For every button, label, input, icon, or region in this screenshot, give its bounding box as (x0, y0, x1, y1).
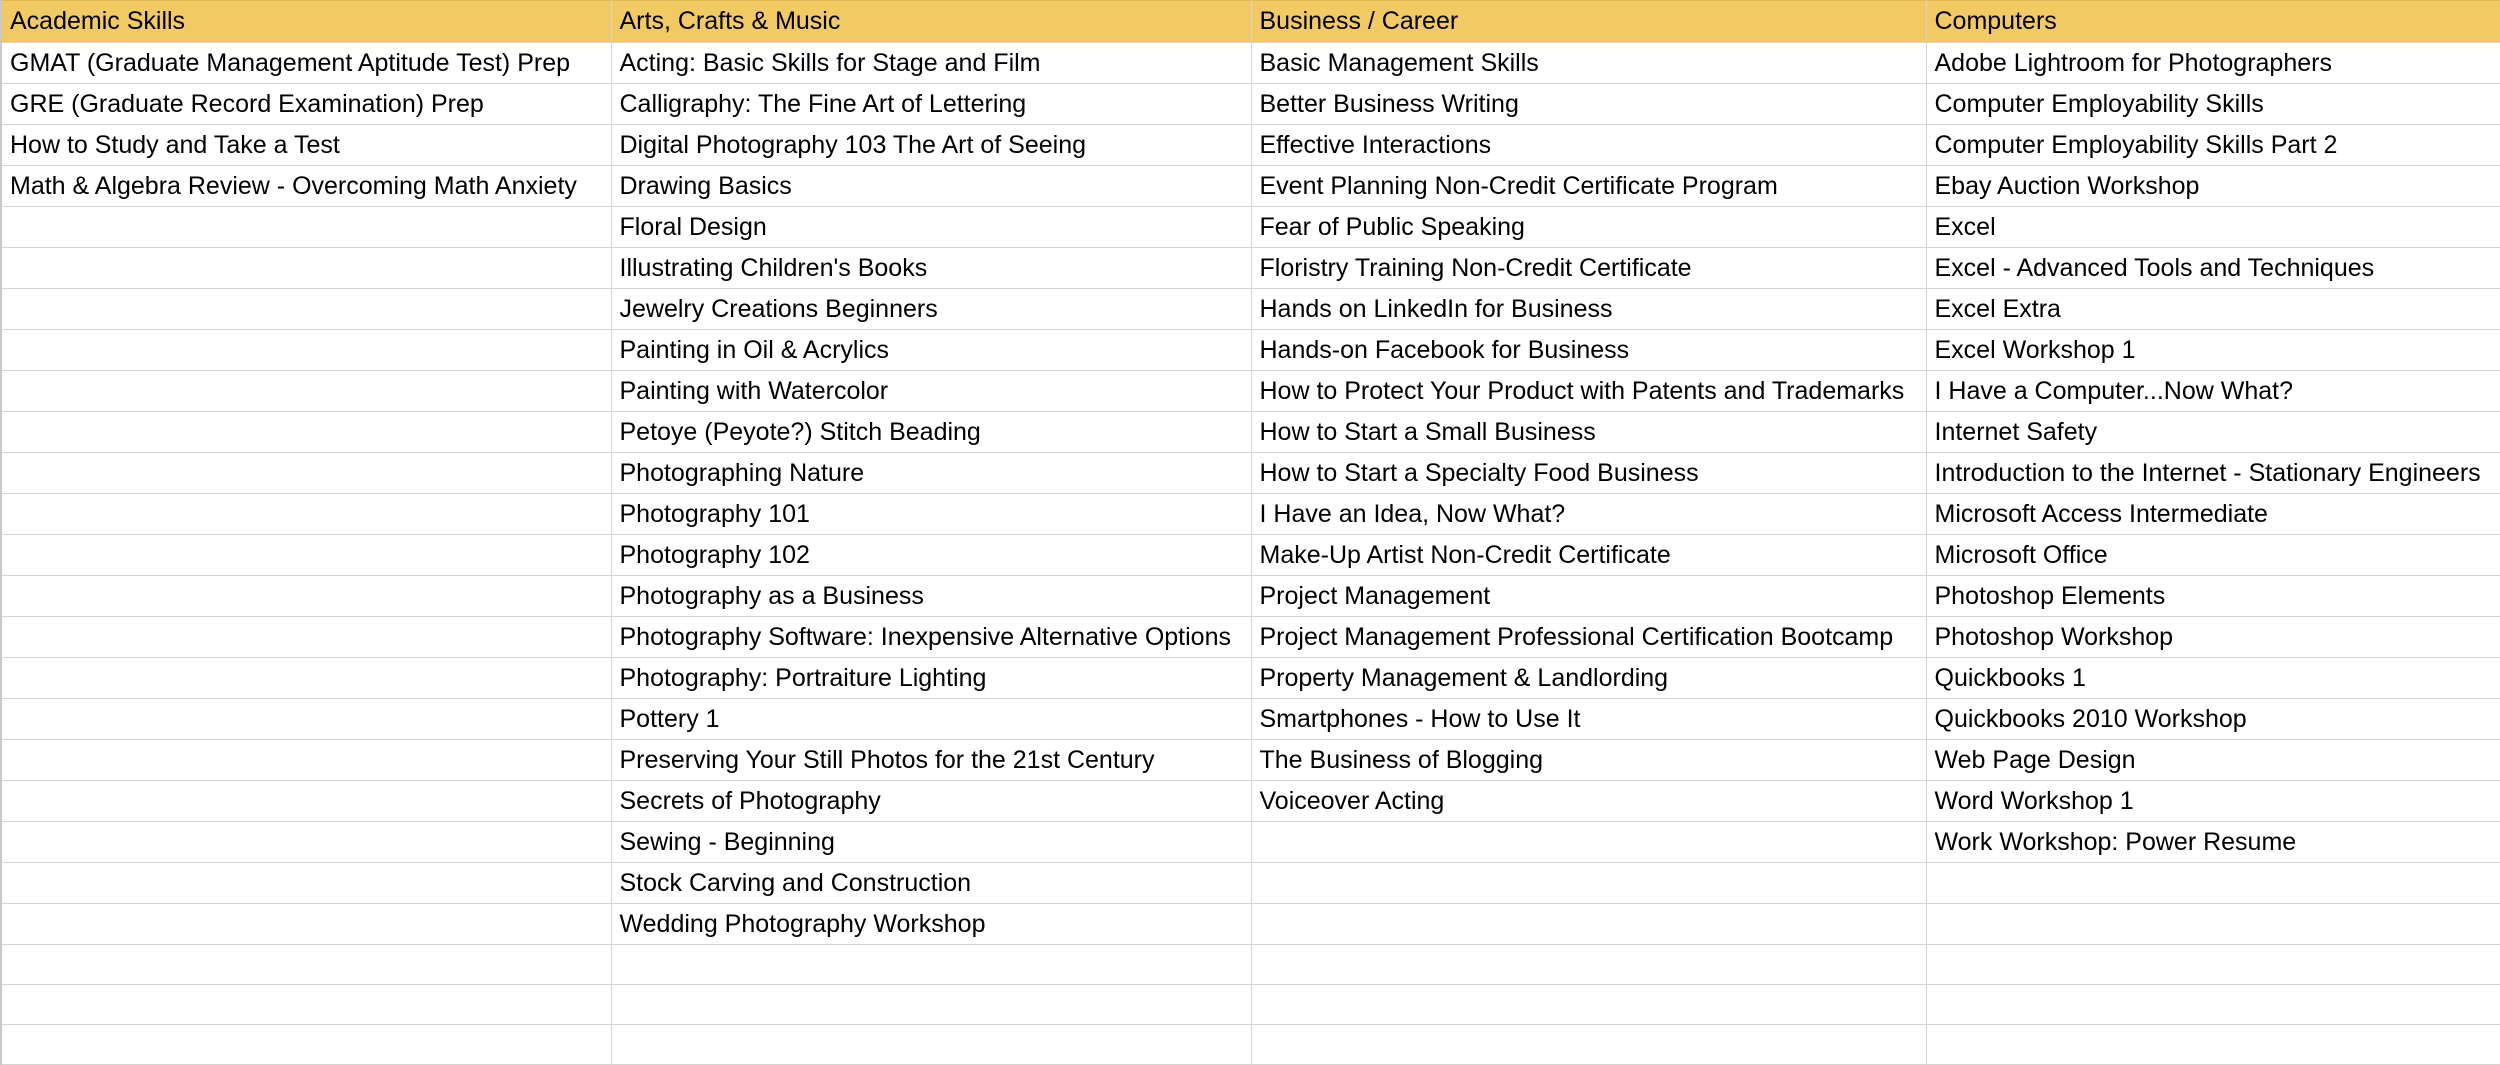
table-cell[interactable] (1, 576, 611, 617)
table-cell[interactable]: Event Planning Non-Credit Certificate Program (1251, 166, 1926, 207)
table-cell[interactable]: Introduction to the Internet - Stationary Engineers (1926, 453, 2500, 494)
column-header-computers[interactable]: Computers (1926, 1, 2500, 43)
table-body (1, 43, 2500, 1065)
table-row (1, 781, 2500, 822)
table-row (1, 207, 2500, 248)
table-cell[interactable] (1926, 945, 2500, 985)
table-cell[interactable]: Hands-on Facebook for Business (1251, 330, 1926, 371)
table-row (1, 699, 2500, 740)
table-row (1, 84, 2500, 125)
table-cell[interactable]: I Have an Idea, Now What? (1251, 494, 1926, 535)
table-cell[interactable] (1926, 904, 2500, 945)
column-header-business-career[interactable]: Business / Career (1251, 1, 1926, 43)
table-row (1, 453, 2500, 494)
table-cell[interactable]: Photography 102 (611, 535, 1251, 576)
table-cell[interactable]: Secrets of Photography (611, 781, 1251, 822)
table-cell[interactable]: Excel - Advanced Tools and Techniques (1926, 248, 2500, 289)
table-cell[interactable]: Jewelry Creations Beginners (611, 289, 1251, 330)
table-cell[interactable]: Hands on LinkedIn for Business (1251, 289, 1926, 330)
table-cell[interactable] (1926, 985, 2500, 1025)
table-cell[interactable]: Voiceover Acting (1251, 781, 1926, 822)
table-cell[interactable] (1, 781, 611, 822)
table-cell[interactable] (1, 535, 611, 576)
table-row (1, 822, 2500, 863)
table-cell[interactable]: GRE (Graduate Record Examination) Prep (1, 84, 611, 125)
table-row (1, 371, 2500, 412)
table-cell[interactable]: Effective Interactions (1251, 125, 1926, 166)
table-cell[interactable]: Excel (1926, 207, 2500, 248)
table-cell[interactable] (1, 658, 611, 699)
header-row-group (1, 1, 2500, 43)
table-cell[interactable] (1, 699, 611, 740)
table-cell[interactable]: Preserving Your Still Photos for the 21st Century (611, 740, 1251, 781)
table-cell[interactable] (1251, 904, 1926, 945)
table-cell[interactable]: Web Page Design (1926, 740, 2500, 781)
table-row (1, 412, 2500, 453)
table-cell[interactable]: GMAT (Graduate Management Aptitude Test) Prep (1, 43, 611, 84)
table-cell[interactable]: Microsoft Office (1926, 535, 2500, 576)
table-cell[interactable]: Better Business Writing (1251, 84, 1926, 125)
table-cell[interactable] (1, 617, 611, 658)
table-cell[interactable]: Excel Extra (1926, 289, 2500, 330)
table-cell[interactable] (1, 945, 611, 985)
column-header-academic-skills[interactable]: Academic Skills (1, 1, 611, 43)
table-cell[interactable]: Word Workshop 1 (1926, 781, 2500, 822)
table-row (1, 617, 2500, 658)
table-cell[interactable]: Photography as a Business (611, 576, 1251, 617)
table-cell[interactable] (1, 371, 611, 412)
table-cell[interactable]: Internet Safety (1926, 412, 2500, 453)
table-cell[interactable]: Basic Management Skills (1251, 43, 1926, 84)
table-cell[interactable] (1251, 985, 1926, 1025)
table-cell[interactable]: Floristry Training Non-Credit Certificate (1251, 248, 1926, 289)
table-cell[interactable] (611, 985, 1251, 1025)
table-cell[interactable]: I Have a Computer...Now What? (1926, 371, 2500, 412)
table-cell[interactable]: Work Workshop: Power Resume (1926, 822, 2500, 863)
table-cell[interactable]: Project Management (1251, 576, 1926, 617)
table-cell[interactable] (1251, 1025, 1926, 1065)
table-cell[interactable]: Excel Workshop 1 (1926, 330, 2500, 371)
table-cell[interactable]: Acting: Basic Skills for Stage and Film (611, 43, 1251, 84)
table-cell[interactable]: How to Protect Your Product with Patents and Trademarks (1251, 371, 1926, 412)
table-row (1, 1025, 2500, 1065)
table-row (1, 166, 2500, 207)
table-cell[interactable] (1, 412, 611, 453)
table-cell[interactable]: Property Management & Landlording (1251, 658, 1926, 699)
table-cell[interactable]: How to Start a Specialty Food Business (1251, 453, 1926, 494)
table-cell[interactable]: How to Study and Take a Test (1, 125, 611, 166)
table-cell[interactable] (611, 945, 1251, 985)
table-cell[interactable] (1, 863, 611, 904)
table-cell[interactable]: Fear of Public Speaking (1251, 207, 1926, 248)
table-cell[interactable] (1, 330, 611, 371)
table-cell[interactable]: Photography Software: Inexpensive Alternative Options (611, 617, 1251, 658)
table-row (1, 658, 2500, 699)
table-cell[interactable]: Pottery 1 (611, 699, 1251, 740)
table-cell[interactable] (1, 453, 611, 494)
table-cell[interactable] (1, 207, 611, 248)
table-cell[interactable] (1251, 863, 1926, 904)
table-cell[interactable] (1, 494, 611, 535)
table-cell[interactable] (1, 1025, 611, 1065)
table-cell[interactable]: Sewing - Beginning (611, 822, 1251, 863)
table-cell[interactable]: Calligraphy: The Fine Art of Lettering (611, 84, 1251, 125)
table-row (1, 576, 2500, 617)
table-cell[interactable]: Painting in Oil & Acrylics (611, 330, 1251, 371)
table-cell[interactable] (1, 248, 611, 289)
table-cell[interactable]: Photoshop Elements (1926, 576, 2500, 617)
table-cell[interactable]: Project Management Professional Certification Bootcamp (1251, 617, 1926, 658)
table-row (1, 289, 2500, 330)
table-cell[interactable]: Photography: Portraiture Lighting (611, 658, 1251, 699)
table-row (1, 904, 2500, 945)
table-cell[interactable] (1251, 822, 1926, 863)
table-row (1, 535, 2500, 576)
table-cell[interactable] (1926, 863, 2500, 904)
table-cell[interactable]: Quickbooks 2010 Workshop (1926, 699, 2500, 740)
table-cell[interactable]: Make-Up Artist Non-Credit Certificate (1251, 535, 1926, 576)
table-cell[interactable]: The Business of Blogging (1251, 740, 1926, 781)
table-cell[interactable] (611, 1025, 1251, 1065)
table-cell[interactable]: Floral Design (611, 207, 1251, 248)
table-cell[interactable]: Computer Employability Skills (1926, 84, 2500, 125)
table-row (1, 43, 2500, 84)
table-row (1, 248, 2500, 289)
table-cell[interactable]: Ebay Auction Workshop (1926, 166, 2500, 207)
table-cell[interactable]: Smartphones - How to Use It (1251, 699, 1926, 740)
table-cell[interactable]: Adobe Lightroom for Photographers (1926, 43, 2500, 84)
table-row (1, 945, 2500, 985)
table-cell[interactable] (1251, 945, 1926, 985)
table-cell[interactable]: Illustrating Children's Books (611, 248, 1251, 289)
table-cell[interactable] (1926, 1025, 2500, 1065)
table-row (1, 494, 2500, 535)
header-row (1, 1, 2500, 43)
table-row (1, 125, 2500, 166)
table-cell[interactable]: Quickbooks 1 (1926, 658, 2500, 699)
table-cell[interactable]: Microsoft Access Intermediate (1926, 494, 2500, 535)
table-cell[interactable]: Stock Carving and Construction (611, 863, 1251, 904)
table-cell[interactable] (1, 289, 611, 330)
table-row (1, 740, 2500, 781)
table-cell[interactable]: Photoshop Workshop (1926, 617, 2500, 658)
table-row (1, 985, 2500, 1025)
table-cell[interactable]: Drawing Basics (611, 166, 1251, 207)
table-cell[interactable]: Wedding Photography Workshop (611, 904, 1251, 945)
table-cell[interactable]: Math & Algebra Review - Overcoming Math Anxiety (1, 166, 611, 207)
table-cell[interactable]: Digital Photography 103 The Art of Seeing (611, 125, 1251, 166)
table-cell[interactable]: Petoye (Peyote?) Stitch Beading (611, 412, 1251, 453)
table-cell[interactable] (1, 740, 611, 781)
table-cell[interactable]: How to Start a Small Business (1251, 412, 1926, 453)
table-row (1, 863, 2500, 904)
table-cell[interactable] (1, 904, 611, 945)
table-cell[interactable] (1, 822, 611, 863)
table-cell[interactable]: Computer Employability Skills Part 2 (1926, 125, 2500, 166)
table-row (1, 330, 2500, 371)
table-cell[interactable]: Painting with Watercolor (611, 371, 1251, 412)
table-cell[interactable] (1, 985, 611, 1025)
table-cell[interactable]: Photographing Nature (611, 453, 1251, 494)
column-header-arts-crafts-music[interactable]: Arts, Crafts & Music (611, 1, 1251, 43)
table-cell[interactable]: Photography 101 (611, 494, 1251, 535)
